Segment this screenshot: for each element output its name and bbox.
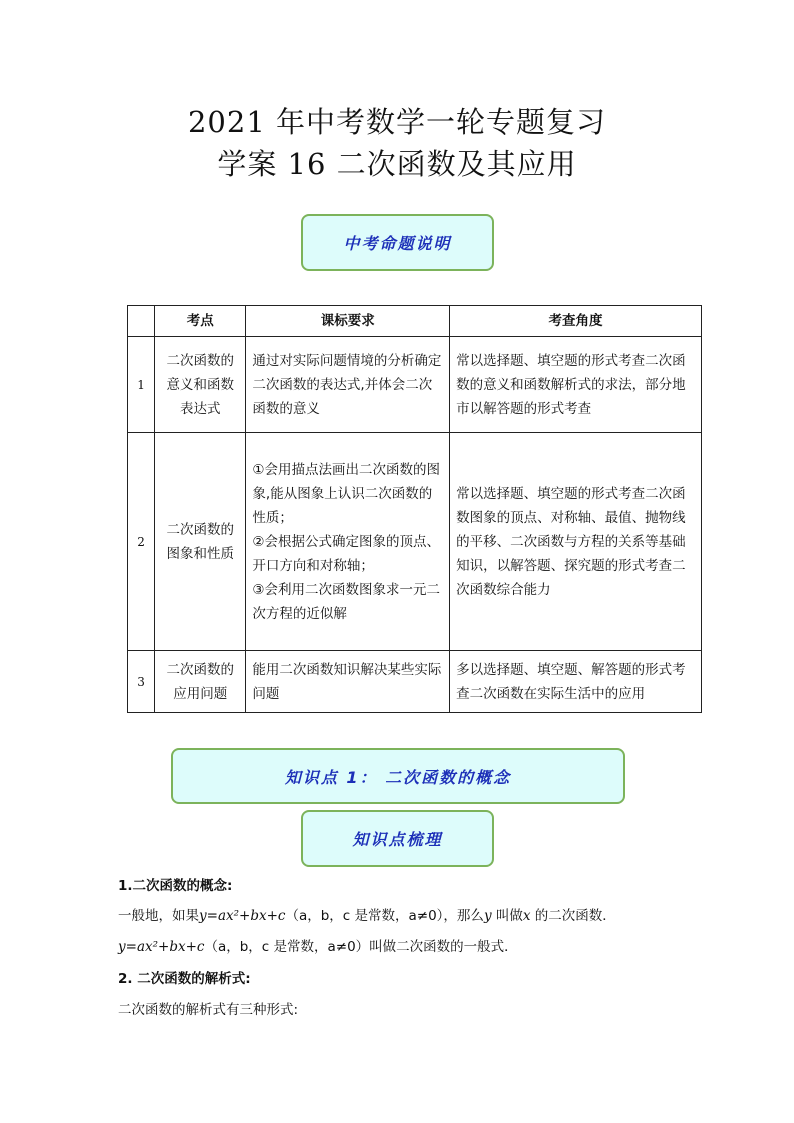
- var-y: y: [483, 908, 492, 924]
- expression-intro: 二次函数的解析式有三种形式:: [118, 1002, 299, 1018]
- row-number: 1: [128, 337, 155, 433]
- var-x: x: [522, 908, 531, 924]
- table-header-row: [128, 306, 702, 337]
- definition-paragraph: [118, 906, 616, 926]
- row-angle: 常以选择题、填空题的形式考查二次函数的意义和函数解析式的求法，部分地市以解答题的形式考查: [450, 337, 702, 433]
- definition-prefix: 一般地，如果: [118, 908, 199, 924]
- table-row: [128, 433, 702, 651]
- definition-mid: （a，b，c 是常数，a≠0），那么: [285, 908, 484, 924]
- row-point: 二次函数的图象和性质: [155, 433, 246, 651]
- section-heading-expression: 2. 二次函数的解析式:: [118, 971, 251, 987]
- exam-note-banner: 中考命题说明: [301, 214, 494, 271]
- requirement-item: ①会用描点法画出二次函数的图象,能从图象上认识二次函数的性质；: [252, 461, 441, 526]
- row-requirement: 通过对实际问题情境的分析确定二次函数的表达式,并体会二次函数的意义: [246, 337, 450, 433]
- row-angle: 常以选择题、填空题的形式考查二次函数图象的顶点、对称轴、最值、抛物线的平移、二次函数与方程的关系等基础知识，以解答题、探究题的形式考查二次函数综合能力: [450, 433, 702, 651]
- general-form-suffix: （a，b，c 是常数，a≠0）叫做二次函数的一般式．: [204, 939, 518, 955]
- header-requirement: 课标要求: [246, 306, 450, 337]
- document-title: 2021 年中考数学一轮专题复习: [187, 105, 607, 139]
- definition-mid2: 叫做: [495, 908, 523, 924]
- knowledge-review-banner: 知识点梳理: [301, 810, 494, 867]
- row-number: 3: [128, 651, 155, 713]
- general-form-paragraph: [118, 937, 518, 957]
- row-point: 二次函数的意义和函数表达式: [155, 337, 246, 433]
- requirement-item: ③会利用二次函数图象求一元二次方程的近似解: [252, 581, 441, 622]
- table-row: [128, 337, 702, 433]
- row-angle: 多以选择题、填空题、解答题的形式考查二次函数在实际生活中的应用: [450, 651, 702, 713]
- document-subtitle: 学案 16 二次函数及其应用: [217, 147, 577, 181]
- header-angle: 考查角度: [450, 306, 702, 337]
- row-point: 二次函数的应用问题: [155, 651, 246, 713]
- requirements-table: [127, 305, 702, 713]
- row-number: 2: [128, 433, 155, 651]
- formula-general: y=ax²+bx+c: [199, 908, 286, 924]
- table-row: [128, 651, 702, 713]
- header-number: [128, 306, 155, 337]
- formula-general: y=ax²+bx+c: [118, 939, 205, 955]
- requirement-item: ②会根据公式确定图象的顶点、开口方向和对称轴；: [252, 533, 441, 574]
- definition-suffix: 的二次函数．: [534, 908, 616, 924]
- header-point: 考点: [155, 306, 246, 337]
- knowledge-point-banner: 知识点 1： 二次函数的概念: [171, 748, 625, 804]
- row-requirement: 能用二次函数知识解决某些实际问题: [246, 651, 450, 713]
- row-requirement: [246, 433, 450, 651]
- section-heading-concept: 1.二次函数的概念:: [118, 878, 233, 894]
